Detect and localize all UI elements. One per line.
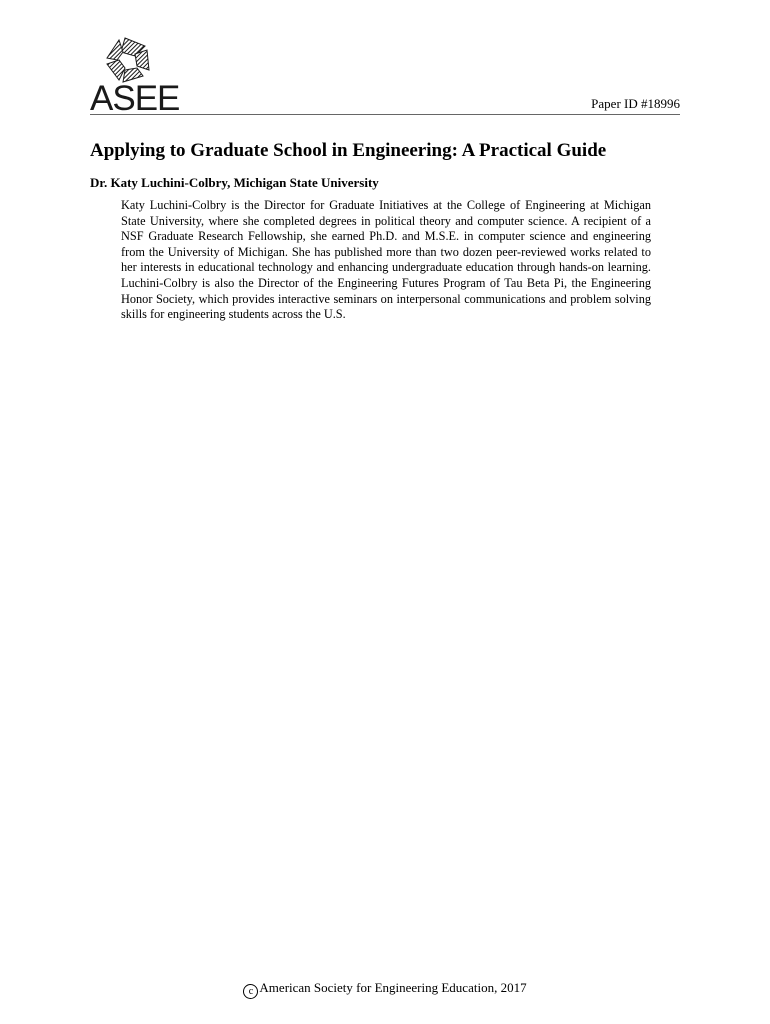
copyright-icon: c <box>243 984 258 999</box>
footer-text: American Society for Engineering Education, 2017 <box>259 980 527 995</box>
author-bio: Katy Luchini-Colbry is the Director for Graduate Initiatives at the College of Engineering at Michigan State University, where she completed degrees in political theory and computer science. A recipient of a NSF Graduate Research Fellowship, she earned Ph.D. and M.S.E. in computer science and engineering from the University of Michigan. She has published more than two dozen peer-reviewed works related to her interests in educational technology and enhancing undergraduate education through hands-on learning. Luchini-Colbry is also the Director of the Engineering Futures Program of Tau Beta Pi, the Engineering Honor Society, which provides interactive seminars on interpersonal communications and problem solving skills for engineering students across the U.S. <box>121 198 651 322</box>
author-line: Dr. Katy Luchini-Colbry, Michigan State University <box>90 175 379 190</box>
header-divider <box>90 114 680 115</box>
paper-title: Applying to Graduate School in Engineering: A Practical Guide <box>90 140 607 161</box>
page-footer <box>0 980 770 999</box>
asee-logo-wordmark: ASEE <box>90 79 180 118</box>
asee-pinwheel-icon <box>104 34 154 84</box>
asee-logo <box>90 34 180 118</box>
paper-id: Paper ID #18996 <box>591 96 680 111</box>
